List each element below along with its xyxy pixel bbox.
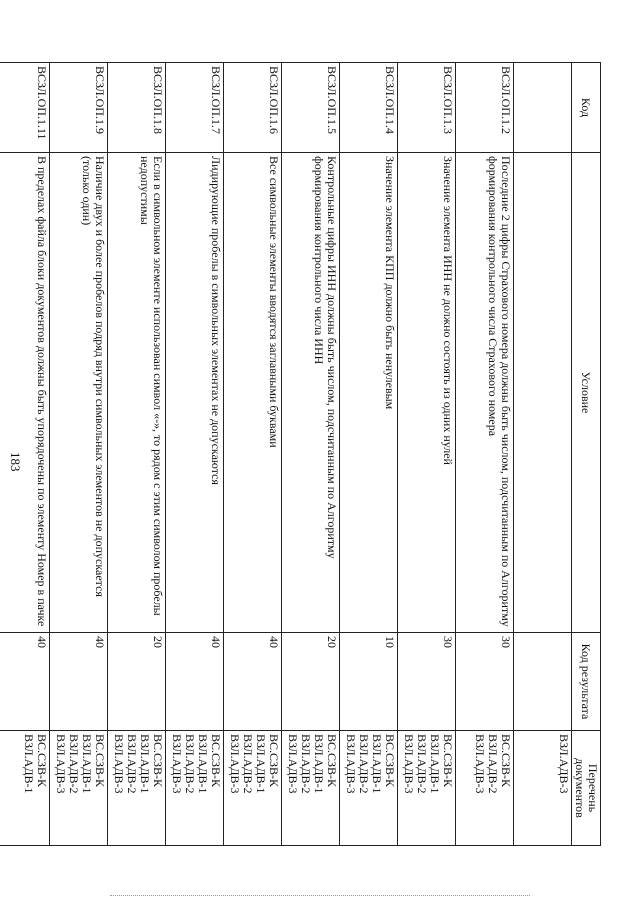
document-code: ВЗЛ.АДВ-3 <box>557 734 571 794</box>
table-row <box>50 63 108 846</box>
conditions-table <box>0 62 601 846</box>
cell-documents <box>108 731 166 846</box>
cell-result-code: 30 <box>398 633 456 731</box>
cell-documents <box>398 731 456 846</box>
document-code: ВС.СЗВ-К <box>93 734 107 788</box>
document-code: ВЗЛ.АДВ-1 <box>80 734 94 794</box>
cell-code: ВСЗЛ.ОП.1.3 <box>398 63 456 153</box>
cell-code: ВСЗЛ.ОП.1.2 <box>456 63 514 153</box>
header-result-code: Код результата <box>572 633 601 731</box>
cell-result-code: 40 <box>224 633 282 731</box>
header-condition: Условие <box>572 153 601 633</box>
cell-result-code <box>514 633 572 731</box>
document-code: ВС.СЗВ-К <box>325 734 339 788</box>
cell-condition: Лидирующие пробелы в символьных элементах не допускаются <box>166 153 224 633</box>
cell-condition: Значение элемента ИНН не должно состоять из одних нулей <box>398 153 456 633</box>
header-code: Код <box>572 63 601 153</box>
cell-result-code: 10 <box>340 633 398 731</box>
document-code: ВС.СЗВ-К <box>151 734 165 788</box>
document-code: ВЗЛ.АДВ-2 <box>415 734 429 794</box>
scan-edge-line <box>110 895 530 896</box>
cell-result-code: 40 <box>166 633 224 731</box>
document-code: ВЗЛ.АДВ-1 <box>370 734 384 794</box>
document-code: ВС.СЗВ-К <box>499 734 513 788</box>
document-code: ВЗЛ.АДВ-3 <box>112 734 126 794</box>
cell-documents <box>456 731 514 846</box>
document-code: ВЗЛ.АДВ-1 <box>312 734 326 794</box>
document-code: ВЗЛ.АДВ-3 <box>54 734 68 794</box>
document-code: ВЗЛ.АДВ-1 <box>22 734 36 794</box>
document-code: ВЗЛ.АДВ-3 <box>228 734 242 794</box>
table-row <box>456 63 514 846</box>
document-code: ВЗЛ.АДВ-2 <box>183 734 197 794</box>
cell-result-code: 40 <box>50 633 108 731</box>
cell-code: ВСЗЛ.ОП.1.9 <box>50 63 108 153</box>
cell-documents <box>50 731 108 846</box>
cell-condition: Последние 2 цифры Страхового номера должны быть числом, подсчитанным по Алгоритму формирования контрольного числа Страхового номера <box>456 153 514 633</box>
document-code: ВЗЛ.АДВ-1 <box>428 734 442 794</box>
document-code: ВЗЛ.АДВ-2 <box>241 734 255 794</box>
cell-result-code: 40 <box>0 633 50 731</box>
cell-condition: Значение элемента КПП должно быть ненулевым <box>340 153 398 633</box>
document-code: ВЗЛ.АДВ-3 <box>344 734 358 794</box>
cell-result-code: 20 <box>282 633 340 731</box>
document-code: ВС.СЗВ-К <box>267 734 281 788</box>
table-row <box>0 63 50 846</box>
page-number: 183 <box>8 452 23 472</box>
document-code: ВЗЛ.АДВ-2 <box>486 734 500 794</box>
table-row <box>166 63 224 846</box>
document-code: ВЗЛ.АДВ-1 <box>138 734 152 794</box>
cell-code <box>514 63 572 153</box>
cell-documents <box>0 731 50 846</box>
cell-code: ВСЗЛ.ОП.1.4 <box>340 63 398 153</box>
table-header-row <box>572 63 601 846</box>
cell-code: ВСЗЛ.ОП.1.6 <box>224 63 282 153</box>
cell-documents <box>514 731 572 846</box>
document-code: ВЗЛ.АДВ-1 <box>254 734 268 794</box>
cell-condition <box>514 153 572 633</box>
document-code: ВЗЛ.АДВ-3 <box>473 734 487 794</box>
cell-documents <box>166 731 224 846</box>
cell-condition: Все символьные элементы вводятся заглавными буквами <box>224 153 282 633</box>
cell-code: ВСЗЛ.ОП.1.5 <box>282 63 340 153</box>
document-code: ВС.СЗВ-К <box>209 734 223 788</box>
document-code: ВЗЛ.АДВ-2 <box>125 734 139 794</box>
document-code: ВС.СЗВ-К <box>383 734 397 788</box>
cell-code: ВСЗЛ.ОП.1.7 <box>166 63 224 153</box>
table-row <box>224 63 282 846</box>
cell-condition: Наличие двух и более пробелов подряд внутри символьных элементов не допускается (только один) <box>50 153 108 633</box>
cell-condition: Контрольные цифры ИНН должны быть числом, подсчитанным по Алгоритму формирования контрольного числа ИНН <box>282 153 340 633</box>
table-row <box>514 63 572 846</box>
document-code: ВЗЛ.АДВ-2 <box>299 734 313 794</box>
rotated-table-container <box>22 62 601 845</box>
document-code: ВЗЛ.АДВ-3 <box>286 734 300 794</box>
cell-documents <box>224 731 282 846</box>
table-row <box>340 63 398 846</box>
document-code: ВЗЛ.АДВ-2 <box>357 734 371 794</box>
table-row <box>398 63 456 846</box>
table-row <box>282 63 340 846</box>
cell-documents <box>282 731 340 846</box>
cell-condition: Если в символьном элементе использован символ «-», то рядом с этим символом пробелы недопустимы <box>108 153 166 633</box>
cell-result-code: 30 <box>456 633 514 731</box>
document-code: ВЗЛ.АДВ-2 <box>67 734 81 794</box>
table-body <box>0 63 572 846</box>
document-code: ВС.СЗВ-К <box>441 734 455 788</box>
header-documents: Перечень документов <box>572 731 601 846</box>
cell-documents <box>340 731 398 846</box>
table-row <box>108 63 166 846</box>
document-code: ВЗЛ.АДВ-1 <box>196 734 210 794</box>
cell-code: ВСЗЛ.ОП.1.11 <box>0 63 50 153</box>
document-code: ВС.СЗВ-К <box>35 734 49 788</box>
cell-condition: В пределах файла блоки документов должны быть упорядочены по элементу Номер в пачке <box>0 153 50 633</box>
cell-result-code: 20 <box>108 633 166 731</box>
cell-code: ВСЗЛ.ОП.1.8 <box>108 63 166 153</box>
document-code: ВЗЛ.АДВ-3 <box>402 734 416 794</box>
document-code: ВЗЛ.АДВ-3 <box>170 734 184 794</box>
